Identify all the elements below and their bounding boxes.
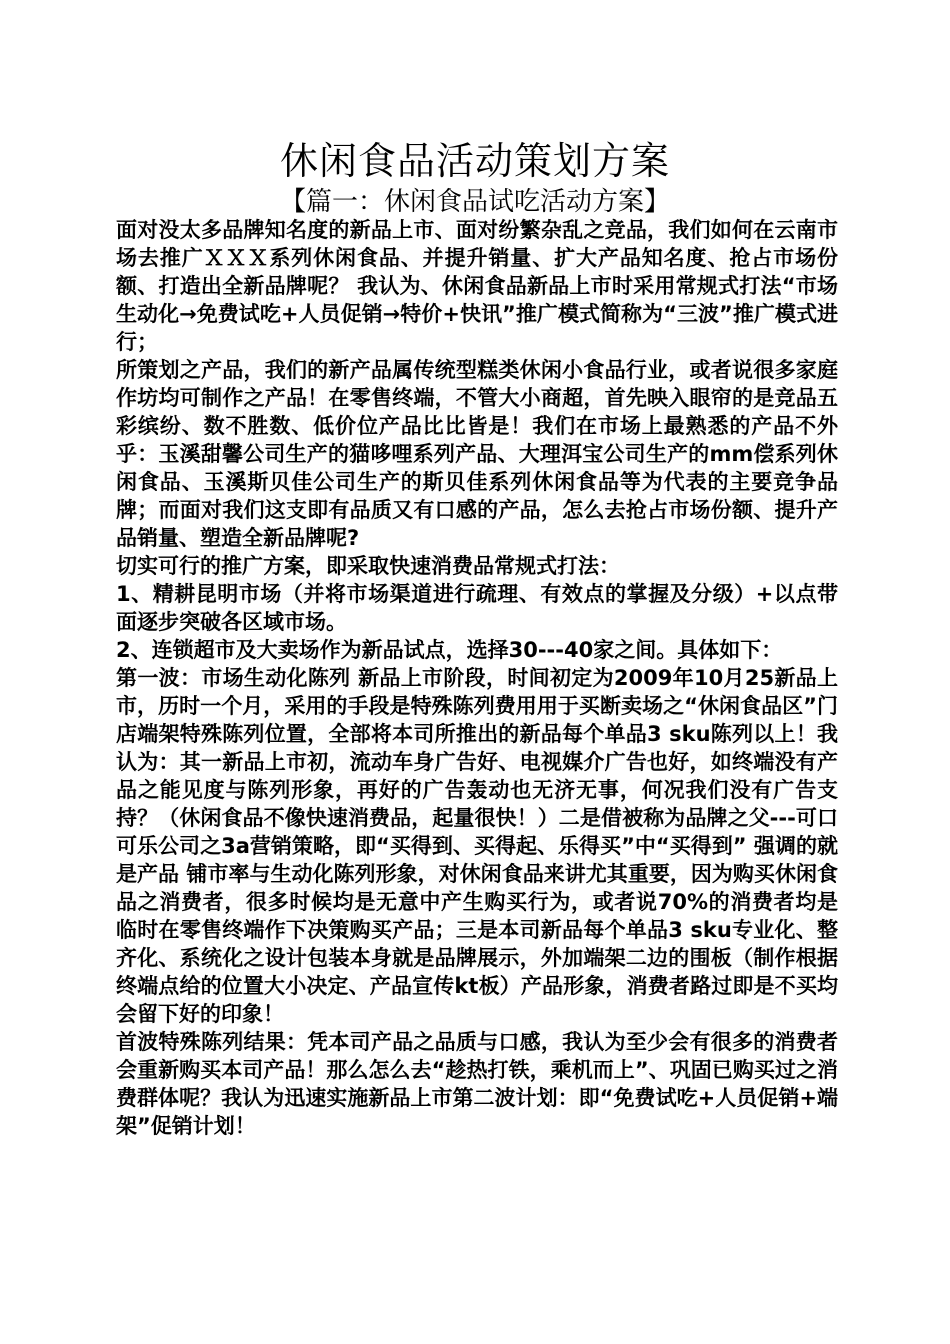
paragraph-plan-lead: 切实可行的推广方案，即采取快速消费品常规式打法： [116,554,620,578]
document-title: 休闲食品活动策划方案 [279,139,670,184]
document-subtitle: 【篇一：休闲食品试吃活动方案】 [279,186,670,217]
paragraph-product: 所策划之产品，我们的新产品属传统型糕类休闲小食品行业，或者说很多家庭作坊均可制作之产品！在零售终端，不管大小商超，首先映入眼帘的是竞品五彩缤纷、数不胜数、低价位产品比比皆是！我们在市场上最熟悉的产品不外乎：玉溪甜馨公司生产的猫哆哩系列产品、大理洱宝公司生产的mm偿系列休闲食品、玉溪斯贝佳公司生产的斯贝佳系列休闲食品等为代表的主要竞争品牌；而面对我们这支即有品质又有口感的产品，怎么去抢占市场份额、提升产品销量、塑造全新品牌呢? [116,358,838,550]
paragraph-step-2: 2、连锁超市及大卖场作为新品试点，选择30---40家之间。具体如下： [116,638,783,662]
paragraph-wave-1: 第一波：市场生动化陈列 新品上市阶段，时间初定为2009年10月25新品上市，历时一个月，采用的手段是特殊陈列费用用于买断卖场之“休闲食品区”门店端架特殊陈列位置，全部将本司所推出的新品每个单品3 sku陈列以上！我认为：其一新品上市初，流动车身广告好、电视媒介广告也好，如终端没有产品之能见度与陈列形象，再好的广告轰动也无济无事，何况我们没有广告支持？（休闲食品不像快速消费品，起量很快！）二是借被称为品牌之父---可口可乐公司之3a营销策略，即“买得到、买得起、乐得买”中“买得到” 强调的就是产品 铺市率与生动化陈列形象，对休闲食品来讲尤其重要，因为购买休闲食品之消费者，很多时候均是无意中产生购买行为，或者说70%的消费者均是临时在零售终端作下决策购买产品；三是本司新品每个单品3 sku专业化、整齐化、系统化之设计包装本身就是品牌展示，外加端架二边的围板（制作根据终端点给的位置大小决定、产品宣传kt板）产品形象，消费者路过即是不买均会留下好的印象！ [116,666,838,1026]
paragraph-step-1: 1、精耕昆明市场（并将市场渠道进行疏理、有效点的掌握及分级）+以点带面逐步突破各区域市场。 [116,582,838,634]
paragraph-wave-1-result: 首波特殊陈列结果：凭本司产品之品质与口感，我认为至少会有很多的消费者会重新购买本司产品！那么怎么去“趁热打铁，乘机而上”、巩固已购买过之消费群体呢？我认为迅速实施新品上市第二波计划：即“免费试吃+人员促销+端架”促销计划！ [116,1030,838,1138]
document-body [116,216,838,1140]
paragraph-intro: 面对没太多品牌知名度的新品上市、面对纷繁杂乱之竞品，我们如何在云南市场去推广ＸＸＸ系列休闲食品、并提升销量、扩大产品知名度、抢占市场份额、打造出全新品牌呢？ 我认为、休闲食品新品上市时采用常规式打法“市场生动化→免费试吃+人员促销→特价+快讯”推广模式简称为“三波”推广模式进行； [116,218,838,354]
